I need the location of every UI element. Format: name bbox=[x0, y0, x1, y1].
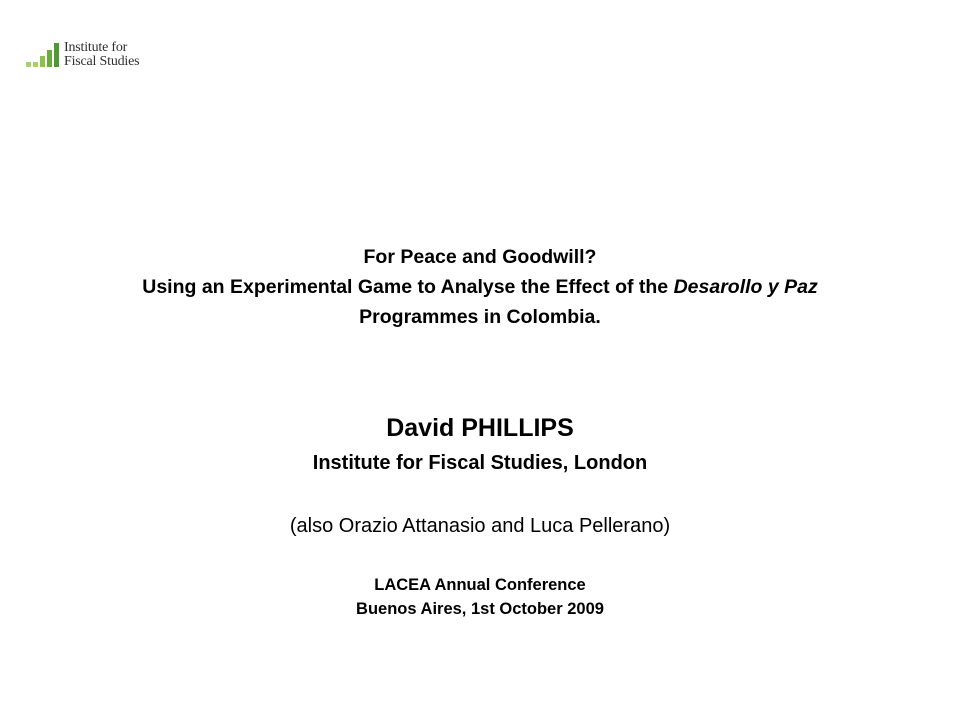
title-line-2-text: Using an Experimental Game to Analyse the Effect of the bbox=[142, 276, 674, 298]
logo-bar bbox=[54, 43, 59, 67]
logo-text bbox=[64, 41, 139, 69]
title-line-2-italic: Desarollo y Paz bbox=[673, 276, 818, 298]
logo-bar bbox=[26, 62, 31, 67]
title-line-1: For Peace and Goodwill? bbox=[363, 246, 597, 268]
logo-bar bbox=[47, 50, 52, 67]
logo-text-line2: Fiscal Studies bbox=[64, 54, 140, 69]
conference-info bbox=[0, 573, 960, 621]
conference-name: LACEA Annual Conference bbox=[374, 576, 586, 594]
logo-bars-icon bbox=[26, 43, 60, 67]
slide-title bbox=[0, 242, 960, 332]
coauthors: (also Orazio Attanasio and Luca Pellerano) bbox=[289, 515, 671, 537]
title-line-3: Programmes in Colombia. bbox=[359, 306, 601, 328]
conference-place-date: Buenos Aires, 1st October 2009 bbox=[356, 600, 604, 618]
logo-text-line1: Institute for bbox=[64, 40, 128, 55]
author-affiliation: Institute for Fiscal Studies, London bbox=[312, 452, 648, 474]
logo-bar bbox=[40, 56, 45, 67]
ifs-logo bbox=[26, 40, 166, 84]
logo-bar bbox=[33, 62, 38, 67]
author-name: David PHILLIPS bbox=[386, 414, 574, 442]
title-line-2 bbox=[0, 272, 960, 302]
